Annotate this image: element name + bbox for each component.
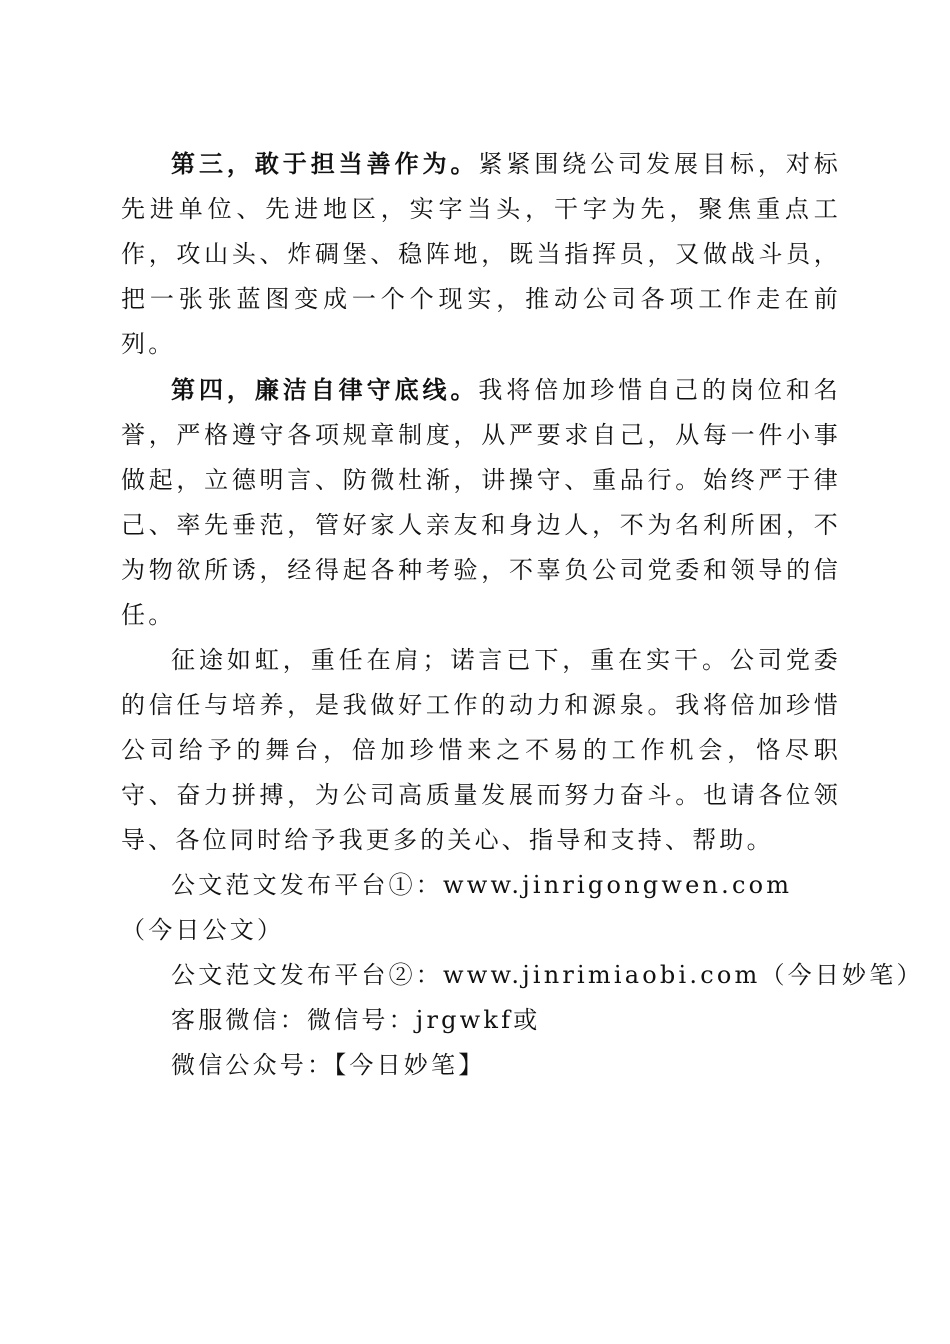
paragraph-fourth [121,367,841,638]
paragraph-body: 征途如虹，重任在肩；诺言已下，重在实干。公司党委的信任与培养，是我做好工作的动力和源泉。我将倍加珍惜公司给予的舞台，倍加珍惜来之不易的工作机会，恪尽职守、奋力拼搏，为公司高质量发展而努力奋斗。也请各位领导、各位同时给予我更多的关心、指导和支持、帮助。 [121,646,841,854]
paragraph-third [121,141,841,367]
paragraph-body: 我将倍加珍惜自己的岗位和名誉，严格遵守各项规章制度，从严要求自己，从每一件小事做起，立德明言、防微杜渐，讲操守、重品行。始终严于律己、率先垂范，管好家人亲友和身边人，不为名利所困，不为物欲所诱，经得起各种考验，不辜负公司党委和领导的信任。 [121,376,841,629]
footer-platform-2: 公文范文发布平台②：www.jinrimiaobi.com（今日妙笔） [171,961,924,989]
footer-official-account: 微信公众号：【今日妙笔】 [171,1051,486,1079]
paragraph-lead: 第四，廉洁自律守底线。 [171,375,479,404]
paragraph-closing [121,638,841,863]
paragraph-lead: 第三，敢于担当善作为。 [171,149,479,178]
paragraph-body: 紧紧围绕公司发展目标，对标先进单位、先进地区，实字当头，干字为先，聚焦重点工作，攻山头、炸碉堡、稳阵地，既当指挥员，又做战斗员，把一张张蓝图变成一个个现实，推动公司各项工作走在前列。 [121,150,841,358]
footer-service-wechat: 客服微信：微信号：jrgwkf或 [171,1006,541,1034]
document-page [121,141,924,1088]
footer-platform-1: 公文范文发布平台①：www.jinrigongwen.com（今日公文） [121,871,793,944]
